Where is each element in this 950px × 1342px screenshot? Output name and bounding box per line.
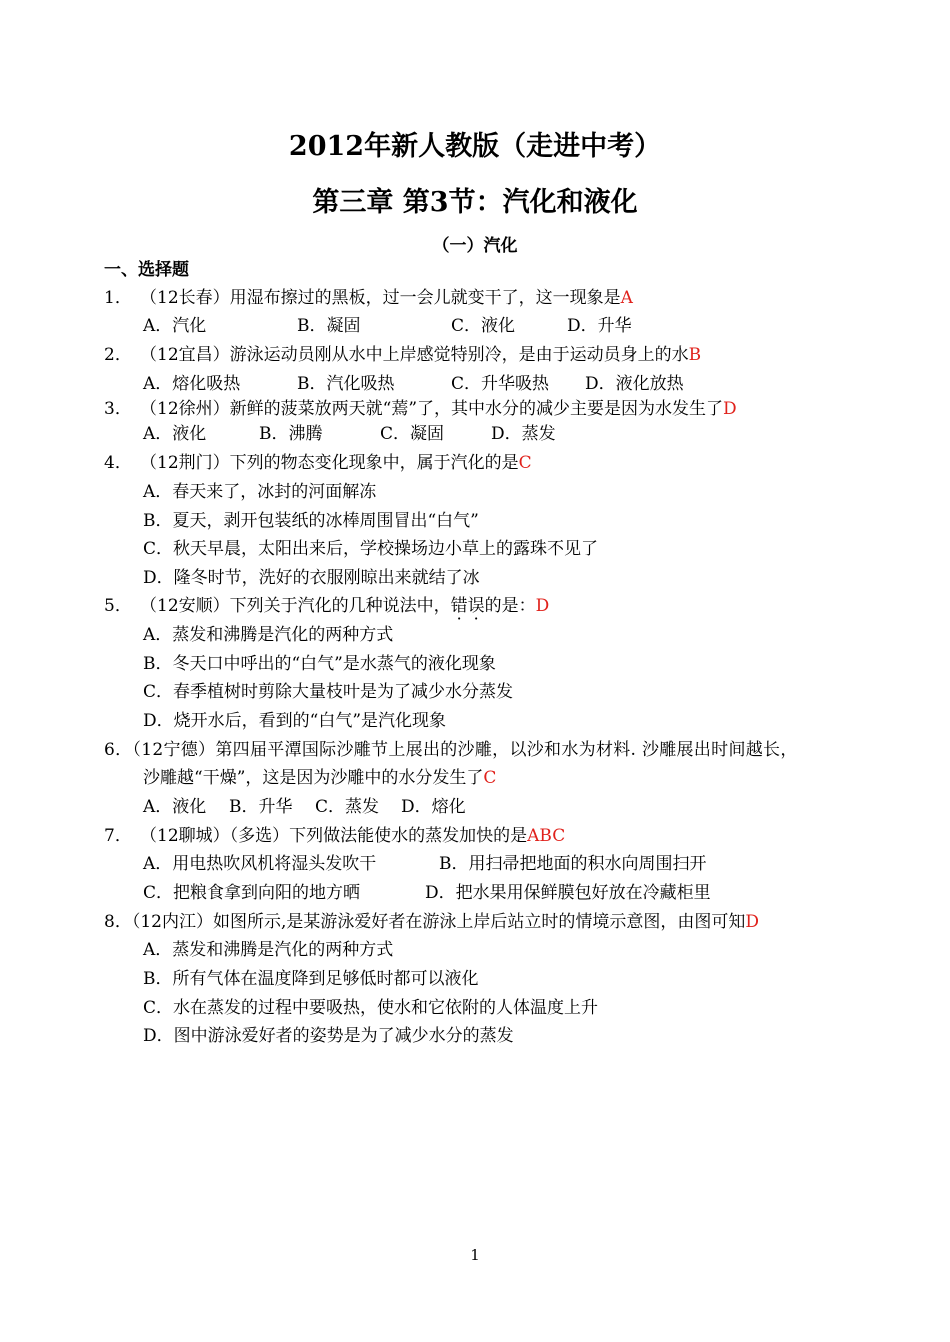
answer: B (688, 345, 702, 365)
option: A．春天来了，冰封的河面解冻 (143, 482, 377, 502)
question-8: 8．（12内江）如图所示,是某游泳爱好者在游泳上岸后站立时的情境示意图，由图可知D (104, 912, 760, 932)
option: A．液化 (143, 797, 207, 817)
option: C．水在蒸发的过程中要吸热，使水和它依附的人体温度上升 (143, 998, 599, 1018)
option: B．夏天，剥开包装纸的冰棒周围冒出“白气” (143, 511, 479, 531)
question-2-options (143, 373, 684, 395)
question-7-options-row-2 (143, 882, 711, 904)
question-2: 2． （12宜昌）游泳运动员刚从水中上岸感觉特别冷，是由于运动员身上的水B (104, 345, 702, 365)
option: C．液化 (451, 316, 516, 336)
section-heading: 一、选择题 (104, 260, 189, 280)
emphasis-mark: 误 (467, 596, 485, 616)
option: B．汽化吸热 (297, 374, 395, 394)
option: B．凝固 (297, 316, 361, 336)
option: D．熔化 (401, 797, 466, 817)
question-5: 5． （12安顺）下列关于汽化的几种说法中，错误的是：D (104, 596, 550, 616)
option: D．液化放热 (585, 374, 684, 394)
answer: C (483, 768, 497, 788)
question-7-options-row-1 (143, 853, 707, 875)
option: A．蒸发和沸腾是汽化的两种方式 (143, 940, 394, 960)
document-title: 2012年新人教版（走进中考） (288, 131, 662, 162)
option: C．蒸发 (315, 797, 380, 817)
question-6-line-2: 沙雕越“干燥”，这是因为沙雕中的水分发生了C (143, 768, 497, 788)
chapter-title: 第三章 第3节：汽化和液化 (312, 187, 638, 218)
option: C．升华吸热 (451, 374, 550, 394)
option: A．用电热吹风机将湿头发吹干 (143, 854, 377, 874)
option: B．沸腾 (259, 424, 323, 444)
option: D．烧开水后，看到的“白气”是汽化现象 (143, 711, 447, 731)
answer: A (620, 288, 633, 308)
subsection-title: （一）汽化 (432, 236, 518, 256)
answer: D (535, 596, 550, 616)
option: D．升华 (567, 316, 632, 336)
option: D．把水果用保鲜膜包好放在冷藏柜里 (425, 883, 711, 903)
answer: C (518, 453, 532, 473)
option: C．把粮食拿到向阳的地方晒 (143, 883, 361, 903)
option: A．液化 (143, 424, 207, 444)
option: C．凝固 (380, 424, 445, 444)
option: D．蒸发 (491, 424, 556, 444)
option: D．隆冬时节，洗好的衣服刚晾出来就结了冰 (143, 568, 480, 588)
page-number: 1 (470, 1246, 480, 1264)
question-1-options (143, 315, 632, 337)
question-6-options (143, 796, 466, 818)
answer: D (745, 912, 760, 932)
answer: ABC (527, 826, 566, 846)
question-3-options (143, 423, 556, 445)
option: C．春季植树时剪除大量枝叶是为了减少水分蒸发 (143, 682, 514, 702)
question-7: 7． （12聊城）（多选）下列做法能使水的蒸发加快的是ABC (104, 826, 566, 846)
option: B．升华 (229, 797, 293, 817)
answer: D (723, 399, 737, 419)
question-3: 3． （12徐州）新鲜的菠菜放两天就“蔫”了，其中水分的减少主要是因为水发生了D (104, 399, 737, 419)
option: C．秋天早晨，太阳出来后，学校操场边小草上的露珠不见了 (143, 539, 599, 559)
option: B．所有气体在温度降到足够低时都可以液化 (143, 969, 479, 989)
question-4: 4． （12荆门）下列的物态变化现象中，属于汽化的是C (104, 453, 532, 473)
emphasis-mark: 错 (450, 596, 468, 616)
option: B．用扫帚把地面的积水向周围扫开 (439, 854, 707, 874)
option: A．汽化 (143, 316, 207, 336)
option: A．熔化吸热 (143, 374, 241, 394)
option: B．冬天口中呼出的“白气”是水蒸气的液化现象 (143, 654, 496, 674)
option: D．图中游泳爱好者的姿势是为了减少水分的蒸发 (143, 1026, 514, 1046)
question-1: 1． （12长春）用湿布擦过的黑板，过一会儿就变干了，这一现象是A (104, 288, 633, 308)
option: A．蒸发和沸腾是汽化的两种方式 (143, 625, 394, 645)
question-6: 6．（12宁德）第四届平潭国际沙雕节上展出的沙雕，以沙和水为材料. 沙雕展出时间越长， (104, 740, 798, 760)
